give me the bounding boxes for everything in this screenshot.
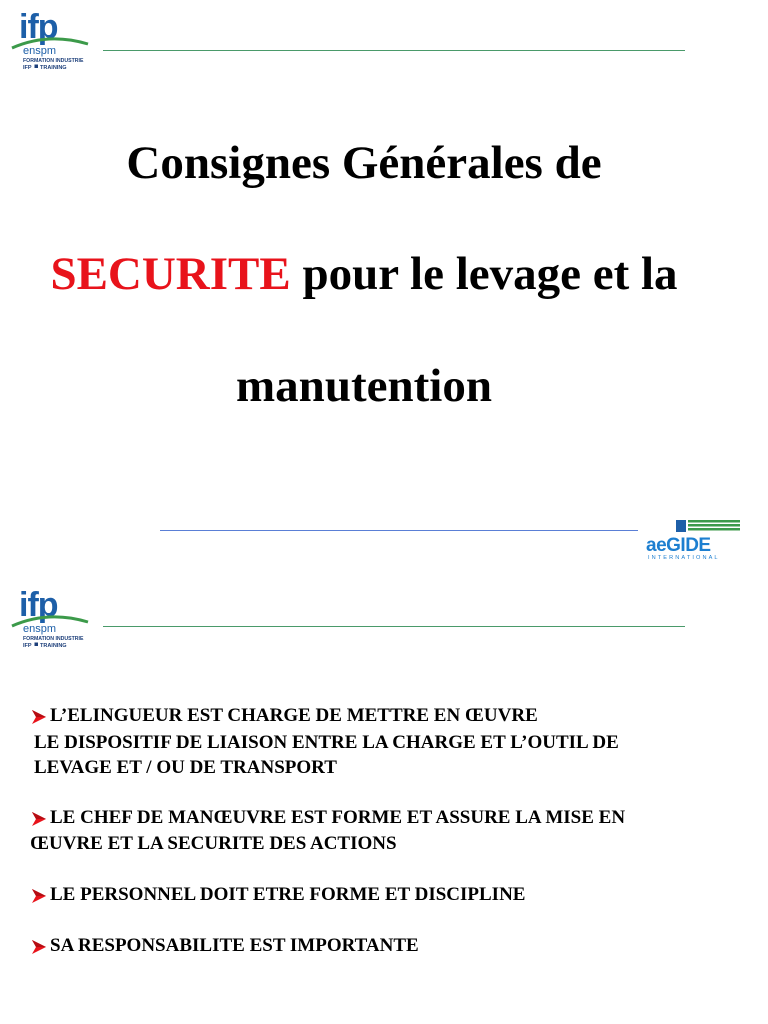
bullet-1-line-1: L’ELINGUEUR EST CHARGE DE METTRE EN ŒUVRE: [50, 705, 538, 726]
ifp-enspm-logo: [10, 8, 90, 72]
title-line-2: [0, 247, 728, 301]
svg-text:ifp: ifp: [19, 586, 58, 624]
svg-text:IFP: IFP: [23, 65, 32, 71]
bullet-arrow-icon: [32, 710, 46, 724]
svg-text:aeGIDE: aeGIDE: [646, 535, 711, 556]
svg-text:TRAINING: TRAINING: [40, 643, 67, 649]
bullet-1-line-2: LE DISPOSITIF DE LIAISON ENTRE LA CHARGE ET L’OUTIL DE: [34, 732, 619, 753]
title-line-1: [0, 136, 728, 190]
svg-text:INTERNATIONAL: INTERNATIONAL: [648, 555, 720, 561]
title-highlight: SECURITE: [50, 248, 291, 300]
content-slide: [0, 578, 768, 1024]
svg-text:enspm: enspm: [23, 45, 57, 57]
bullet-3-line-1: LE PERSONNEL DOIT ETRE FORME ET DISCIPLINE: [50, 884, 526, 905]
svg-text:FORMATION INDUSTRIE: FORMATION INDUSTRIE: [23, 58, 84, 64]
bullet-arrow-icon: [32, 889, 46, 903]
svg-text:IFP: IFP: [23, 643, 32, 649]
title-line-3: [0, 359, 728, 413]
ifp-enspm-logo: [10, 586, 90, 650]
header-rule: [103, 626, 685, 627]
bullet-2-line-1: LE CHEF DE MANŒUVRE EST FORME ET ASSURE LA MISE EN: [50, 807, 626, 828]
title-text-1: Consignes Générales de: [126, 137, 602, 189]
bullet-arrow-icon: [32, 812, 46, 826]
bullet-4-line-1: SA RESPONSABILITE EST IMPORTANTE: [50, 935, 419, 956]
svg-text:FORMATION INDUSTRIE: FORMATION INDUSTRIE: [23, 636, 84, 642]
aegide-logo: [644, 518, 742, 562]
title-text-3: manutention: [236, 360, 492, 412]
svg-text:ifp: ifp: [19, 8, 58, 46]
svg-text:TRAINING: TRAINING: [40, 65, 67, 71]
bullet-arrow-icon: [32, 940, 46, 954]
bullet-2-line-2: ŒUVRE ET LA SECURITE DES ACTIONS: [30, 833, 397, 854]
header-rule: [103, 50, 685, 51]
svg-text:enspm: enspm: [23, 623, 57, 635]
footer-rule: [160, 530, 638, 531]
title-text-2: pour le levage et la: [290, 248, 678, 300]
bullet-1-line-3: LEVAGE ET / OU DE TRANSPORT: [34, 757, 337, 778]
